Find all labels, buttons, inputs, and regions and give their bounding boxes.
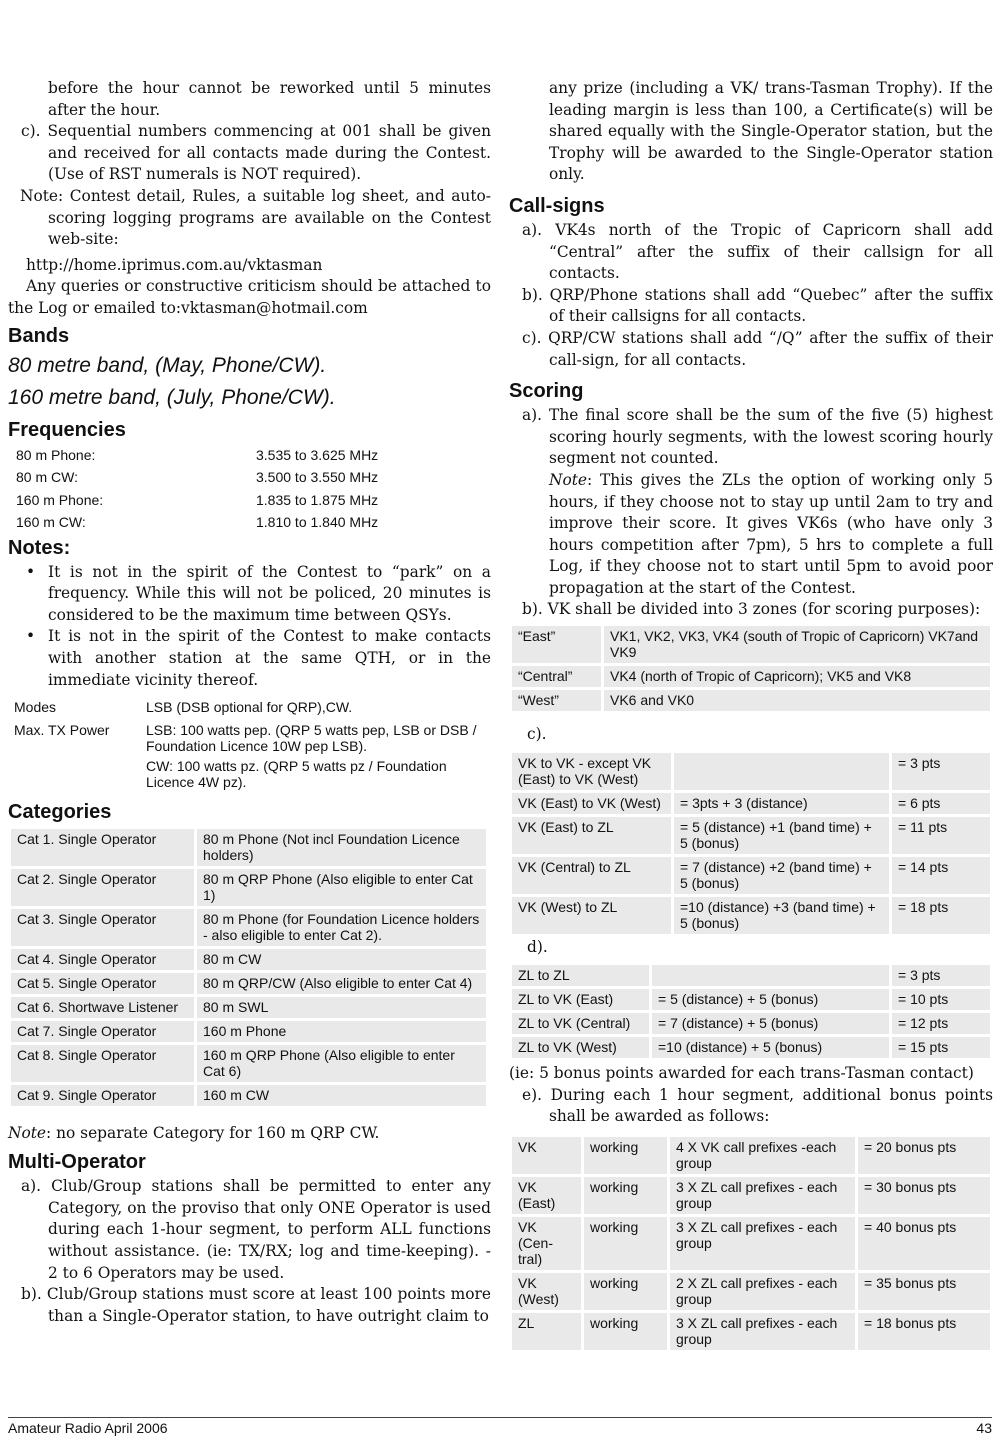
frequency-row [8, 489, 491, 512]
points: = 3 pts [891, 751, 992, 791]
category-desc: 80 m SWL [196, 995, 488, 1019]
points: = 6 pts [891, 791, 992, 815]
bonus-who: VK (East) [511, 1176, 583, 1216]
category-desc: 160 m CW [196, 1083, 488, 1107]
bonus-who: ZL [511, 1312, 583, 1352]
contest-url[interactable]: http://home.iprimus.com.au/vktasman [26, 255, 323, 274]
category-name: Cat 2. Single Operator [10, 867, 196, 907]
band-160: 160 metre band, (July, Phone/CW). [8, 385, 336, 409]
category-desc: 160 m QRP Phone (Also eligible to enter Cat 6) [196, 1043, 488, 1083]
bonus-note: (ie: 5 bonus points awarded for each trans-Tasman contact) [509, 1064, 974, 1083]
table-row [511, 964, 992, 988]
category-name: Cat 1. Single Operator [10, 827, 196, 867]
publication-name: Amateur Radio April 2006 [8, 1420, 168, 1436]
calculation: =10 (distance) +3 (band time) + 5 (bonus) [673, 895, 891, 935]
right-column [509, 78, 993, 1353]
list-item [8, 562, 491, 627]
contact: ZL to VK (Central) [511, 1012, 651, 1036]
bonus-who: VK (Cen-tral) [511, 1216, 583, 1272]
zone-calls: VK1, VK2, VK3, VK4 (south of Tropic of Capricorn) VK7and VK9 [603, 625, 992, 665]
table-row [10, 1019, 488, 1043]
calculation: = 5 (distance) + 5 (bonus) [651, 988, 891, 1012]
power-values [146, 722, 491, 794]
contact: VK (Central) to ZL [511, 855, 673, 895]
category-desc: 80 m CW [196, 947, 488, 971]
category-name: Cat 8. Single Operator [10, 1043, 196, 1083]
band-80: 80 metre band, (May, Phone/CW). [8, 353, 327, 377]
calculation: = 7 (distance) + 5 (bonus) [651, 1012, 891, 1036]
notes-list [8, 562, 491, 692]
scoring-note [509, 470, 993, 600]
bonus-action: working [583, 1176, 669, 1216]
table-row [511, 625, 992, 665]
category-name: Cat 7. Single Operator [10, 1019, 196, 1043]
table-row [10, 907, 488, 947]
table-row [10, 947, 488, 971]
points: = 14 pts [891, 855, 992, 895]
notes-heading: Notes: [8, 536, 71, 559]
table-row [511, 815, 992, 855]
bonus-prefixes: 3 X ZL call prefixes - each group [669, 1176, 857, 1216]
table-row [10, 1043, 488, 1083]
freq-range: 3.500 to 3.550 MHz [256, 469, 379, 486]
page-number: 43 [976, 1420, 992, 1436]
power-row [8, 722, 491, 794]
scoring-b: b). VK shall be divided into 3 zones (for scoring purposes): [522, 600, 981, 619]
category-name: Cat 5. Single Operator [10, 971, 196, 995]
calculation [651, 964, 891, 988]
points: = 10 pts [891, 988, 992, 1012]
points: = 18 pts [891, 895, 992, 935]
points: = 15 pts [891, 1036, 992, 1060]
points: = 3 pts [891, 964, 992, 988]
table-row [511, 1312, 992, 1352]
callsigns-heading: Call-signs [509, 194, 605, 217]
category-desc: 80 m Phone (Not incl Foundation Licence holders) [196, 827, 488, 867]
table-row [511, 1136, 992, 1176]
table-row [511, 1272, 992, 1312]
calculation [673, 751, 891, 791]
zone-name: “East” [511, 625, 603, 665]
zl-points-table [509, 962, 993, 1061]
contact: VK (East) to ZL [511, 815, 673, 855]
table-row [511, 988, 992, 1012]
calculation: = 5 (distance) +1 (band time) + 5 (bonus) [673, 815, 891, 855]
bonus-prefixes: 4 X VK call prefixes -each group [669, 1136, 857, 1176]
freq-mode: 160 m Phone: [16, 491, 104, 508]
rule-c: c). Sequential numbers commencing at 001 shall be given and received for all contacts made during the Contest. (Use of RST numerals is NOT required). [21, 122, 491, 184]
zone-name: “Central” [511, 665, 603, 689]
scoring-note-text: : This gives the ZLs the option of working only 5 hours, if they choose not to stay up until 2am to try and improve their score. It gives VK6s (who have only 3 hours competition after 7pm), 5 hrs to complete a full Log, if they choose not to start until 5pm to avoid poor propagation at the start of the Contest. [549, 470, 993, 597]
note-text: It is not in the spirit of the Contest to make contacts with another station at the same QTH, or in the immediate vicinity thereof. [48, 627, 491, 689]
table-row [10, 827, 488, 867]
frequency-list [8, 444, 491, 534]
multi-operator-heading: Multi-Operator [8, 1151, 146, 1174]
table-row [511, 751, 992, 791]
scoring-c-label: c). [527, 725, 547, 744]
modes-value: LSB (DSB optional for QRP),CW. [146, 699, 353, 716]
multi-operator-a: a). Club/Group stations shall be permitted to enter any Category, on the proviso that only ONE Operator is used during each 1-hour segment, to perform ALL functions without assistance. (ie: TX/RX; log and time-keeping). - 2 to 6 Operators may be used. [21, 1177, 491, 1282]
table-row [511, 665, 992, 689]
frequency-row [8, 511, 491, 534]
category-name: Cat 9. Single Operator [10, 1083, 196, 1107]
multi-operator-b: b). Club/Group stations must score at least 100 points more than a Single-Operator station, to have outright claim to [21, 1285, 491, 1325]
category-name: Cat 4. Single Operator [10, 947, 196, 971]
freq-range: 1.810 to 1.840 MHz [256, 514, 379, 531]
scoring-heading: Scoring [509, 380, 584, 403]
categories-table [8, 826, 489, 1109]
contact: ZL to ZL [511, 964, 651, 988]
table-row [10, 1083, 488, 1107]
table-row [10, 971, 488, 995]
contact: ZL to VK (West) [511, 1036, 651, 1060]
callsign-rule-c: c). QRP/CW stations shall add “/Q” after the suffix of their call-sign, for all contacts. [522, 328, 993, 369]
left-column [8, 78, 491, 1327]
bonus-points: = 40 bonus pts [857, 1216, 992, 1272]
category-desc: 80 m QRP/CW (Also eligible to enter Cat 4) [196, 971, 488, 995]
table-row [10, 867, 488, 907]
table-row [511, 855, 992, 895]
table-row [511, 791, 992, 815]
bonus-action: working [583, 1216, 669, 1272]
contact: VK (East) to VK (West) [511, 791, 673, 815]
category-name: Cat 3. Single Operator [10, 907, 196, 947]
note-text: It is not in the spirit of the Contest to “park” on a frequency. While this will not be policed, 20 minutes is considered to be the maximum time between QSYs. [48, 562, 491, 624]
table-row [511, 1216, 992, 1272]
contact: ZL to VK (East) [511, 988, 651, 1012]
calculation: = 3pts + 3 (distance) [673, 791, 891, 815]
power-lsb: LSB: 100 watts pep. (QRP 5 watts pep, LSB or DSB / Foundation Licence 10W pep LSB). [146, 721, 477, 755]
category-note [8, 1123, 491, 1145]
table-row [511, 689, 992, 713]
contest-note: Note: Contest detail, Rules, a suitable log sheet, and auto-scoring logging programs are available on the Contest web-site: [20, 186, 491, 249]
contact: VK (West) to ZL [511, 895, 673, 935]
power-label: Max. TX Power [14, 721, 110, 738]
freq-range: 1.835 to 1.875 MHz [256, 491, 379, 508]
category-note-label: Note [8, 1123, 47, 1142]
table-row [511, 1176, 992, 1216]
modes-label: Modes [14, 699, 57, 716]
freq-range: 3.535 to 3.625 MHz [256, 446, 379, 463]
modes-row [8, 699, 491, 716]
bonus-action: working [583, 1272, 669, 1312]
callsign-rule-b: b). QRP/Phone stations shall add “Quebec” after the suffix of their callsigns for all contacts. [522, 285, 993, 326]
frequency-row [8, 444, 491, 467]
bonus-points: = 18 bonus pts [857, 1312, 992, 1352]
category-desc: 160 m Phone [196, 1019, 488, 1043]
bonus-points: = 20 bonus pts [857, 1136, 992, 1176]
category-desc: 80 m Phone (for Foundation Licence holders - also eligible to enter Cat 2). [196, 907, 488, 947]
zones-table [509, 623, 993, 714]
scoring-e: e). During each 1 hour segment, additional bonus points shall be awarded as follows: [522, 1085, 993, 1126]
calculation: = 7 (distance) +2 (band time) + 5 (bonus) [673, 855, 891, 895]
bonus-action: working [583, 1136, 669, 1176]
table-row [511, 895, 992, 935]
calculation: =10 (distance) + 5 (bonus) [651, 1036, 891, 1060]
table-row [511, 1036, 992, 1060]
scoring-note-label: Note [549, 470, 588, 489]
scoring-d-label: d). [527, 937, 548, 956]
bonus-who: VK [511, 1136, 583, 1176]
bullet-icon: • [26, 627, 36, 646]
bonus-action: working [583, 1312, 669, 1352]
contact: VK to VK - except VK (East) to VK (West) [511, 751, 673, 791]
zone-calls: VK6 and VK0 [603, 689, 992, 713]
bonus-points: = 35 bonus pts [857, 1272, 992, 1312]
table-row [10, 995, 488, 1019]
modes-block [8, 699, 491, 794]
table-row [511, 1012, 992, 1036]
queries-text: Any queries or constructive criticism should be attached to the Log or emailed to:vktasman@hotmail.com [8, 277, 491, 317]
categories-heading: Categories [8, 800, 112, 823]
freq-mode: 80 m CW: [16, 469, 78, 486]
vk-points-table [509, 750, 993, 937]
bonus-who: VK (West) [511, 1272, 583, 1312]
points: = 11 pts [891, 815, 992, 855]
scoring-a: a). The final score shall be the sum of the five (5) highest scoring hourly segments, with the lowest scoring hourly segment not counted. [522, 406, 993, 468]
bonus-table [509, 1134, 993, 1353]
list-item [8, 626, 491, 691]
frequencies-heading: Frequencies [8, 418, 126, 441]
zone-calls: VK4 (north of Tropic of Capricorn); VK5 and VK8 [603, 665, 992, 689]
points: = 12 pts [891, 1012, 992, 1036]
page-footer [8, 1417, 992, 1436]
category-name: Cat 6. Shortwave Listener [10, 995, 196, 1019]
category-desc: 80 m QRP Phone (Also eligible to enter Cat 1) [196, 867, 488, 907]
freq-mode: 80 m Phone: [16, 446, 96, 463]
bonus-prefixes: 3 X ZL call prefixes - each group [669, 1216, 857, 1272]
power-cw: CW: 100 watts pz. (QRP 5 watts pz / Foundation Licence 4W pz). [146, 757, 447, 791]
callsign-rule-a: a). VK4s north of the Tropic of Capricorn shall add “Central” after the suffix of their callsign for all contacts. [522, 220, 993, 283]
intro-continuation: before the hour cannot be reworked until 5 minutes after the hour. [48, 79, 491, 119]
bands-heading: Bands [8, 324, 70, 347]
frequency-row [8, 466, 491, 489]
bonus-points: = 30 bonus pts [857, 1176, 992, 1216]
bonus-prefixes: 2 X ZL call prefixes - each group [669, 1272, 857, 1312]
freq-mode: 160 m CW: [16, 514, 86, 531]
multi-operator-continuation: any prize (including a VK/ trans-Tasman Trophy). If the leading margin is less than 100, a Certificate(s) will be shared equally with the Single-Operator station, but the Trophy will be awarded to the Single-Operator station only. [549, 79, 993, 184]
bonus-prefixes: 3 X ZL call prefixes - each group [669, 1312, 857, 1352]
bullet-icon: • [26, 562, 36, 581]
zone-name: “West” [511, 689, 603, 713]
category-note-text: : no separate Category for 160 m QRP CW. [46, 1123, 380, 1142]
